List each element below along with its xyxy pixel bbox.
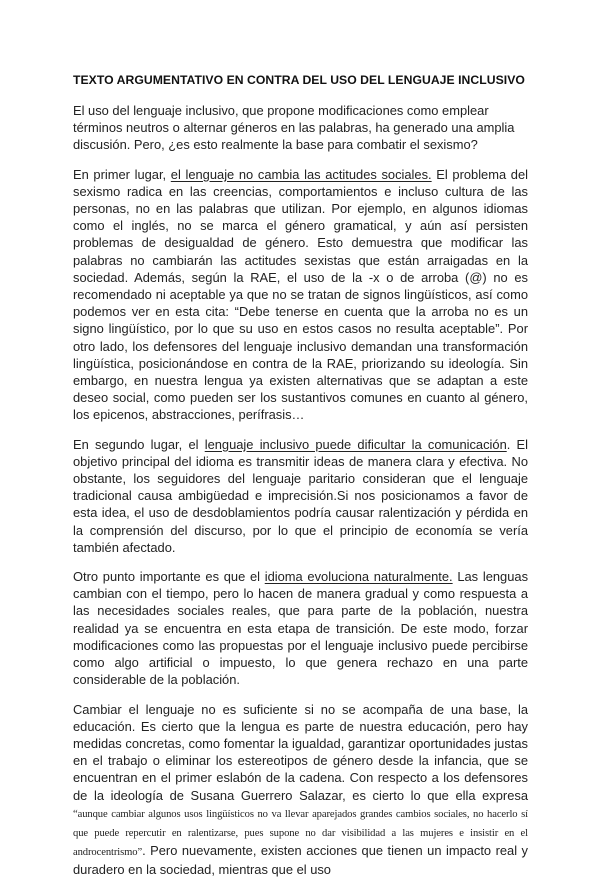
document-title: TEXTO ARGUMENTATIVO EN CONTRA DEL USO DEL LENGUAJE INCLUSIVO	[73, 73, 525, 87]
underlined-claim: idioma evoluciona naturalmente.	[264, 569, 453, 585]
paragraph-lead: En primer lugar,	[73, 166, 171, 182]
quoted-citation: “aunque cambiar algunos usos lingüísticos no va llevar aparejados grandes cambios sociales, no hacerlo sí que puede repercutir en ralentizarse, pues supone no dar visibilidad a las mujeres e insistir en el androcentrismo”	[73, 808, 528, 859]
argument-paragraph-2	[73, 436, 528, 556]
argument-paragraph-3	[73, 568, 528, 688]
intro-paragraph: El uso del lenguaje inclusivo, que propone modificaciones como emplear términos neutros o alternar géneros en las palabras, ha generado una amplia discusión. Pero, ¿es esto realmente la base para combatir el sexismo?	[73, 103, 515, 153]
paragraph-body: . El objetivo principal del idioma es transmitir ideas de manera clara y efectiva. No obstante, los seguidores del lenguaje paritario consideran que el lenguaje tradicional causa ambigüedad e imprecisión.Si nos posicionamos a favor de esta idea, el uso de desdoblamientos podría causar ralentización y pérdida en la comprensión del discurso, por lo que el principio de economía se vería también afectado.	[73, 436, 529, 555]
underlined-claim: lenguaje inclusivo puede dificultar la comunicación	[204, 436, 507, 452]
argument-paragraph-1	[73, 166, 528, 424]
argument-paragraph-4	[73, 701, 528, 879]
paragraph-tail: . Pero nuevamente, existen acciones que tienen un impacto real y duradero en la sociedad, mientras que el uso	[73, 843, 528, 878]
paragraph-body: El problema del sexismo radica en las creencias, comportamientos e incluso cultura de las personas, no en las palabras que utilizan. Por ejemplo, en algunos idiomas como el inglés, no se marca el género gramatical, y aún así persisten problemas de desigualdad de género. Esto demuestra que modificar las palabras no cambiarán las actitudes sexistas que están arraigadas en la sociedad. Además, según la RAE, el uso de la -x o de arroba (@) no es recomendado ni aceptable ya que no se tratan de signos lingüísticos, así como podemos ver en esta cita: “Debe tenerse en cuenta que la arroba no es un signo lingüístico, por lo que su uso en estos casos no resulta aceptable”. Por otro lado, los defensores del lenguaje inclusivo demandan una transformación lingüística, posicionándose en contra de la RAE, priorizando su ideología. Sin embargo, en nuestra lengua ya existen alternativas que se adaptan a este deseo social, como pueden ser los sustantivos comunes en cuanto al género, los epicenos, abstracciones, perífrasis…	[73, 166, 528, 423]
paragraph-lead: En segundo lugar, el	[73, 436, 205, 452]
underlined-claim: el lenguaje no cambia las actitudes sociales.	[170, 166, 432, 182]
paragraph-body: Las lenguas cambian con el tiempo, pero lo hacen de manera gradual y como respuesta a las necesidades sociales reales, que para parte de la población, nuestra realidad ya se encuentra en esta etapa de transición. De este modo, forzar modificaciones como las propuestas por el lenguaje inclusivo puede percibirse como algo artificial o impuesto, lo que genera rechazo en una parte considerable de la población.	[73, 569, 529, 688]
paragraph-lead: Cambiar el lenguaje no es suficiente si no se acompaña de una base, la educación. Es cierto que la lengua es parte de nuestra educación, pero hay medidas concretas, como fomentar la igualdad, garantizar oportunidades justas en el trabajo o eliminar los estereotipos de género desde la infancia, que se encuentran en el primer eslabón de la cadena. Con respecto a los defensores de la ideología de Susana Guerrero Salazar, es cierto lo que ella expresa	[73, 701, 528, 803]
paragraph-lead: Otro punto importante es que el	[73, 569, 265, 585]
